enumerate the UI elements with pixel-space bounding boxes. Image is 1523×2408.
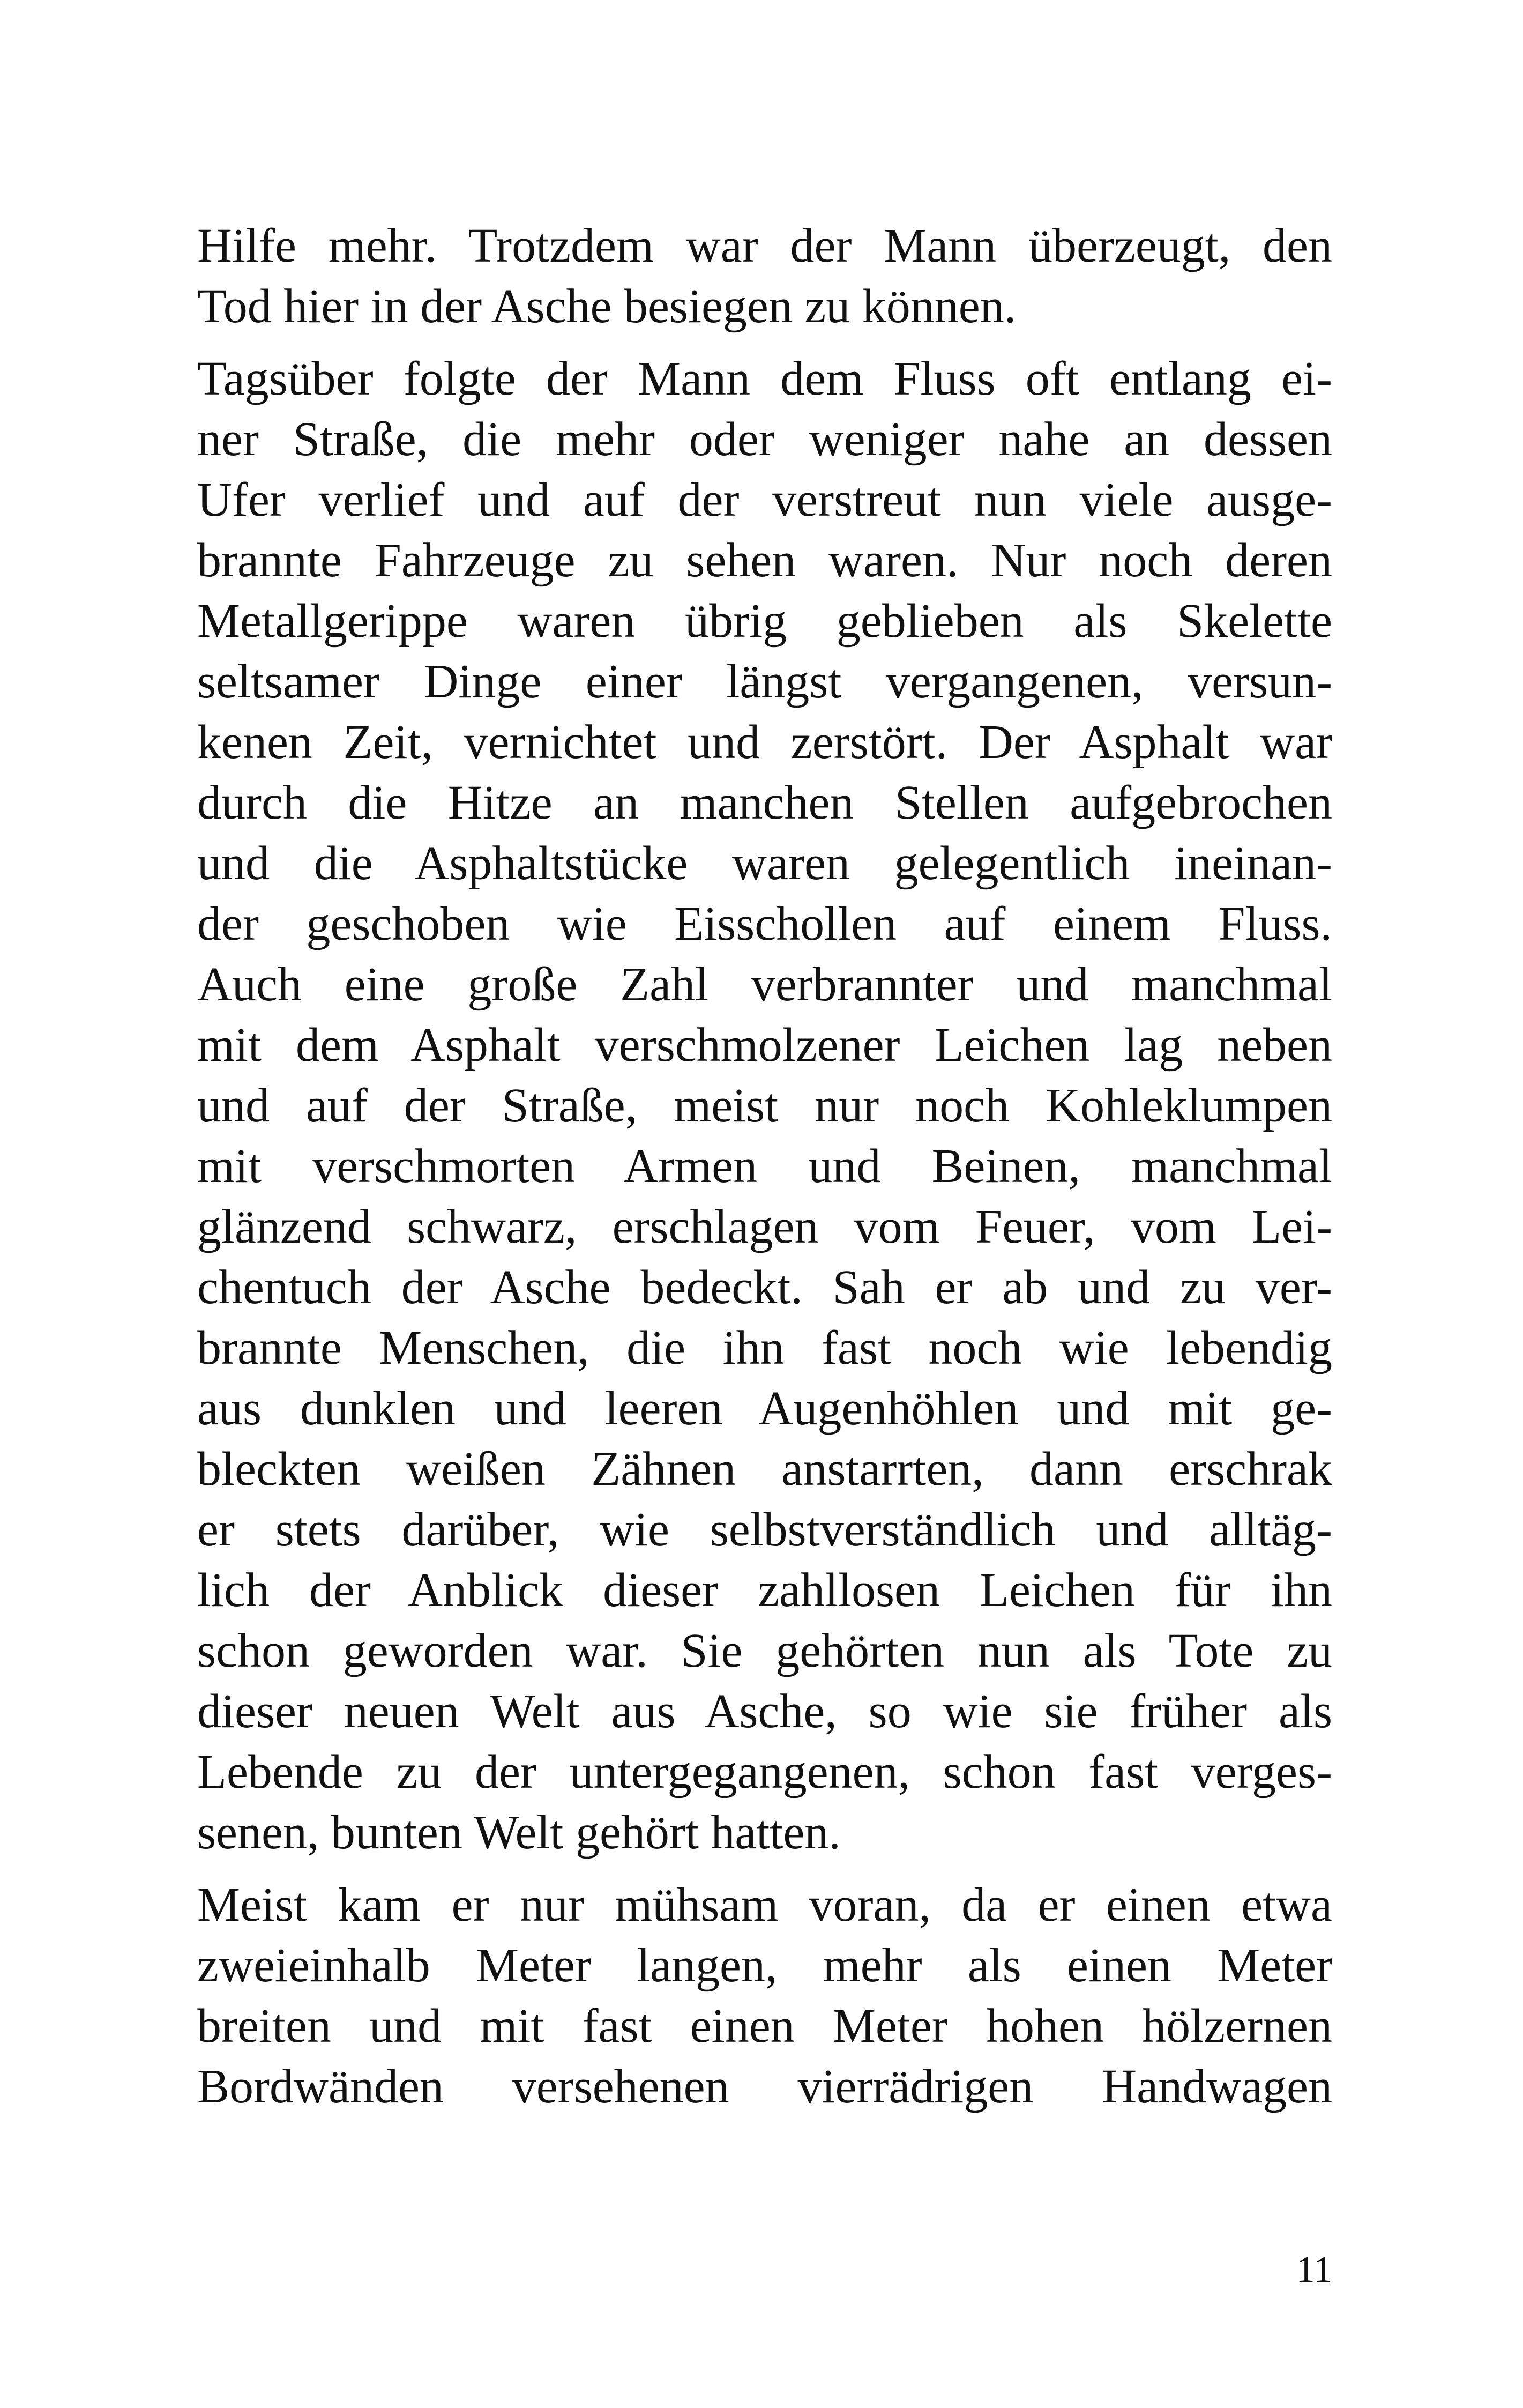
paragraph-3 [197, 1875, 1332, 2117]
text-line: durch die Hitze an manchen Stellen aufgebrochen [197, 776, 1332, 829]
text-line: Ufer verlief und auf der verstreut nun viele ausge- [197, 473, 1332, 526]
text-line: lich der Anblick dieser zahllosen Leichen für ihn [197, 1564, 1332, 1617]
paragraph-1 [197, 215, 1332, 337]
text-line: mit dem Asphalt verschmolzener Leichen lag neben [197, 1019, 1332, 1072]
text-line: bleckten weißen Zähnen anstarrten, dann erschrak [197, 1443, 1332, 1496]
text-line: glänzend schwarz, erschlagen vom Feuer, vom Lei- [197, 1200, 1332, 1253]
text-line: und die Asphaltstücke waren gelegentlich ineinan- [197, 837, 1332, 890]
text-line: Tod hier in der Asche besiegen zu können. [197, 280, 1017, 333]
paragraph-2 [197, 348, 1332, 1863]
text-line: schon geworden war. Sie gehörten nun als Tote zu [197, 1624, 1332, 1677]
page-number: 11 [1296, 2249, 1332, 2291]
text-line: Tagsüber folgte der Mann dem Fluss oft entlang ei- [197, 352, 1332, 405]
text-line: mit verschmorten Armen und Beinen, manchmal [197, 1140, 1332, 1193]
text-line: dieser neuen Welt aus Asche, so wie sie früher als [197, 1685, 1332, 1738]
body-text [197, 215, 1332, 2129]
text-line: brannte Fahrzeuge zu sehen waren. Nur noch deren [197, 534, 1332, 587]
text-line: Metallgerippe waren übrig geblieben als Skelette [197, 594, 1332, 648]
text-line: kenen Zeit, vernichtet und zerstört. Der Asphalt war [197, 716, 1332, 769]
text-line: senen, bunten Welt gehört hatten. [197, 1806, 841, 1859]
text-line: Auch eine große Zahl verbrannter und manchmal [197, 958, 1332, 1011]
text-line: Hilfe mehr. Trotzdem war der Mann überzeugt, den [197, 219, 1332, 272]
text-line: der geschoben wie Eisschollen auf einem Fluss. [197, 897, 1332, 950]
text-line: brannte Menschen, die ihn fast noch wie lebendig [197, 1321, 1332, 1374]
text-line: zweieinhalb Meter langen, mehr als einen Meter [197, 1939, 1332, 1992]
text-line: Meist kam er nur mühsam voran, da er einen etwa [197, 1878, 1332, 1931]
text-line: seltsamer Dinge einer längst vergangenen, versun- [197, 655, 1332, 708]
text-line: aus dunklen und leeren Augenhöhlen und mit ge- [197, 1382, 1332, 1435]
text-line: Bordwänden versehenen vierrädrigen Handwagen [197, 2060, 1332, 2113]
text-line: er stets darüber, wie selbstverständlich und alltäg- [197, 1503, 1332, 1556]
text-line: breiten und mit fast einen Meter hohen hölzernen [197, 2000, 1332, 2053]
text-line: Lebende zu der untergegangenen, schon fast verges- [197, 1745, 1332, 1798]
text-line: chentuch der Asche bedeckt. Sah er ab und zu ver- [197, 1261, 1332, 1314]
text-line: und auf der Straße, meist nur noch Kohleklumpen [197, 1079, 1332, 1132]
text-line: ner Straße, die mehr oder weniger nahe an dessen [197, 413, 1332, 466]
